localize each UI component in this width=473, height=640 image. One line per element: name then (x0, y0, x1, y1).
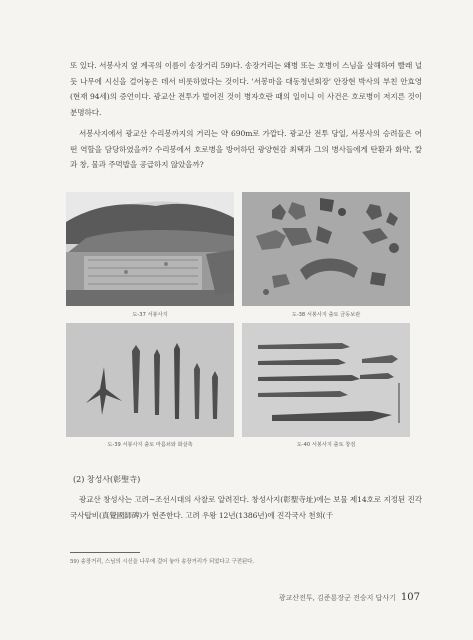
figure-spearheads-photo (242, 323, 410, 437)
body-paragraph-1: 또 있다. 서봉사지 옆 계곡의 이름이 송장거리 59)다. 송장거리는 왜병 또는 호병이 스님을 살해하여 빨래 널 듯 나무에 시신을 걸어놓은 데서 비롯하였다는 것이다. '서봉마을 대동청년회장' 안장현 박사의 부친 안효영(현재 94세)의 증언이다. 광교산 전투가 벌어진 것이 병자호란 때의 일이니 이 사건은 호로병이 저지른 것이 분명하다. (70, 61, 422, 117)
running-footer (279, 592, 420, 603)
figure-crown-fragments-photo (242, 192, 410, 306)
figure-temple-site-photo (66, 192, 234, 306)
page-number: 107 (400, 592, 420, 603)
footnote-divider (70, 552, 140, 553)
running-title: 광교산전투, 김준룡장군 전승지 답사기 (278, 594, 396, 602)
figure-caption-37: 도-37 서봉사지 (132, 312, 168, 318)
figure-caption-39: 도-39 서봉사지 출토 마름쇠와 화살촉 (107, 442, 193, 448)
footnote: 59) 송장거리, 스님의 시신을 나무에 걸어 놓아 송장거리가 되었다고 구전된다. (70, 559, 255, 565)
section-heading: (2) 창성사(彰聖寺) (73, 475, 141, 484)
body-paragraph-3: 광교산 창성사는 고려~조선시대의 사찰로 알려진다. 창성사지(彰聖寺址)에는 보물 제14호로 지정된 진각국사탑비(真覺國師碑)가 현존한다. 고려 우왕 12년(1386년)에 진각국사 천희(千 (70, 495, 422, 520)
figure-caption-38: 도-38 서봉사지 출토 금동보관 (291, 312, 361, 318)
body-paragraph-2: 서봉사지에서 광교산 수리봉까지의 거리는 약 690m로 가깝다. 광교산 전투 당일, 서봉사의 승려들은 어떤 역할을 담당하였을까? 수리봉에서 호로병을 방어하던 광양현감 최택과 그의 병사들에게 탄환과 화약, 칼과 창, 물과 주먹밥을 공급하지 않았을까? (70, 129, 422, 169)
figure-arrowheads-photo (66, 323, 234, 437)
figure-caption-40: 도-40 서봉사지 출토 창검 (296, 442, 356, 448)
